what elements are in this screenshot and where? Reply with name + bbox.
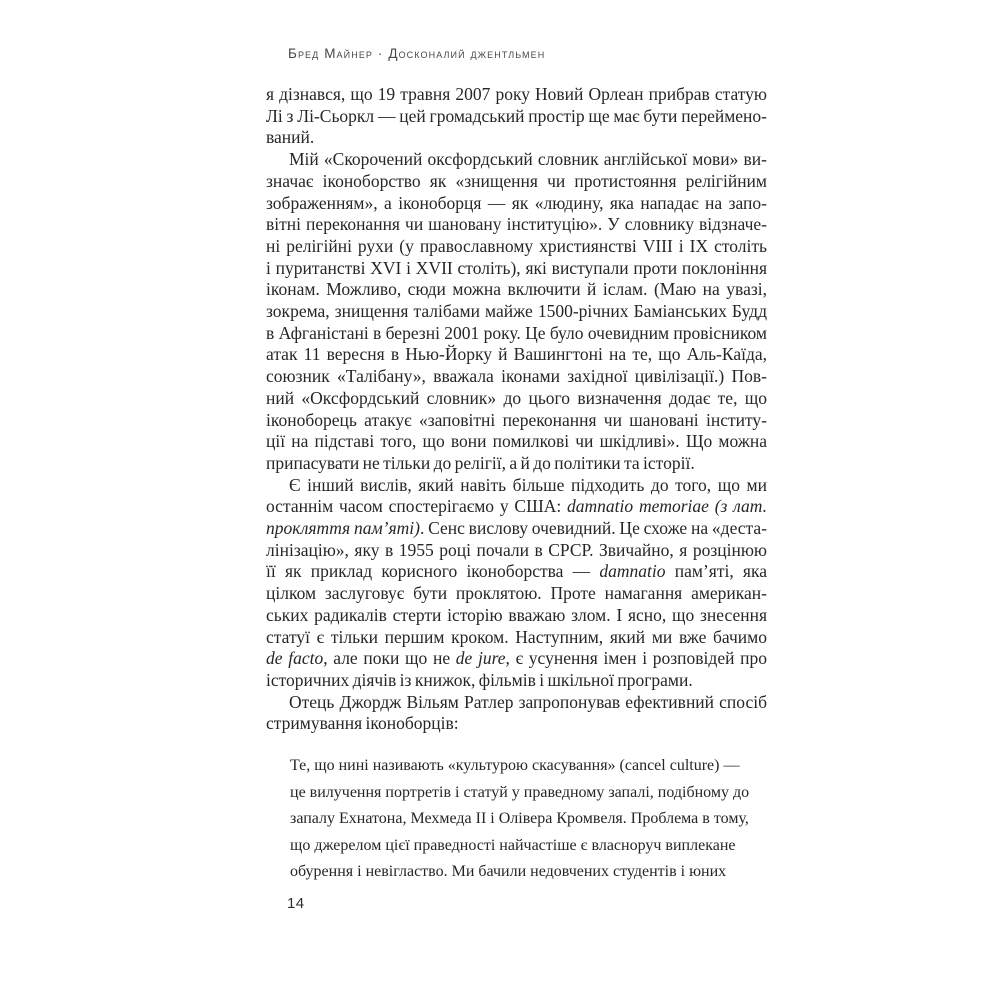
text-segment: ції на підставі того, що вони помилкові чи шкідливі». Що можна bbox=[266, 431, 767, 452]
text-segment: є усунення імен і розповідей про bbox=[509, 648, 767, 669]
text-line bbox=[266, 561, 767, 583]
text-segment: припасувати не тільки до релігії, а й до політики та історії. bbox=[266, 452, 695, 473]
text-line bbox=[266, 193, 767, 215]
text-line bbox=[266, 496, 767, 518]
text-segment: останнім часом спостерігаємо у США: bbox=[266, 496, 568, 517]
text-line bbox=[266, 410, 767, 432]
text-line bbox=[266, 583, 767, 605]
text-segment: цілком заслуговує бути проклятою. Проте намагання американ- bbox=[266, 583, 767, 604]
text-line bbox=[266, 431, 767, 453]
text-line bbox=[266, 258, 767, 280]
text-line bbox=[266, 171, 767, 193]
text-line bbox=[266, 648, 767, 670]
text-line bbox=[266, 713, 767, 735]
page-number: 14 bbox=[287, 895, 305, 912]
text-segment: історичних діячів із книжок, фільмів і шкільної програми. bbox=[266, 669, 693, 690]
page-body bbox=[266, 84, 767, 886]
text-line bbox=[266, 605, 767, 627]
running-header: Бред Майнер · Досконалий джентльмен bbox=[288, 46, 546, 61]
text-segment: Лі з Лі-Сьоркл — цей громадський простір ще має бути переймено- bbox=[266, 105, 767, 126]
text-segment: вітні переконання чи шановану інституцію». У словнику відзначе- bbox=[266, 214, 767, 235]
text-line bbox=[266, 518, 767, 540]
text-segment: Те, що нині називають «культурою скасування» (cancel culture) — bbox=[290, 757, 740, 775]
text-line bbox=[266, 475, 767, 497]
italic-text: de jure, bbox=[455, 648, 510, 669]
text-segment: обурення і невігластво. Ми бачили недовчених студентів і юних bbox=[290, 863, 727, 881]
text-segment: значає іконоборство як «знищення чи протистояння релігійним bbox=[266, 170, 767, 191]
italic-text: damnatio bbox=[599, 561, 666, 582]
text-segment: я дізнався, що 19 травня 2007 року Новий Орлеан прибрав статую bbox=[266, 84, 767, 104]
text-line bbox=[266, 540, 767, 562]
text-line bbox=[266, 692, 767, 714]
text-line bbox=[266, 670, 767, 692]
text-line bbox=[290, 753, 752, 780]
text-line bbox=[290, 806, 752, 833]
text-line bbox=[266, 453, 767, 475]
text-line bbox=[290, 859, 752, 886]
text-segment: . Сенс вислову очевидний. Це схоже на «деста- bbox=[419, 518, 767, 539]
text-segment: стримування іконоборців: bbox=[266, 713, 459, 734]
text-segment: в Афганістані в березні 2001 року. Це було очевидним провісником bbox=[266, 322, 767, 343]
paragraph bbox=[266, 475, 767, 692]
text-line bbox=[266, 388, 767, 410]
text-line bbox=[266, 323, 767, 345]
paragraph bbox=[266, 692, 767, 735]
text-segment: лінізацію», яку в 1955 році почали в СРСР. Звичайно, я розцінюю bbox=[266, 539, 767, 560]
text-line bbox=[266, 301, 767, 323]
text-segment: ні релігійні рухи (у православному християнстві VIII і IX століть bbox=[266, 235, 767, 256]
text-line bbox=[266, 279, 767, 301]
text-segment: що джерелом цієї праведності найчастіше є власноруч виплекане bbox=[290, 836, 736, 854]
text-segment: пам’яті, яка bbox=[665, 561, 767, 582]
text-segment: ваний. bbox=[266, 127, 315, 148]
text-line bbox=[266, 127, 767, 149]
text-segment: її як приклад корисного іконоборства — bbox=[266, 561, 600, 582]
text-segment: іконоборець атакує «заповітні переконання чи шановані інститу- bbox=[266, 409, 767, 430]
text-segment: ських радикалів стерти історію вважаю злом. І ясно, що знесення bbox=[266, 604, 767, 625]
text-segment: запалу Ехнатона, Мехмеда II і Олівера Кромвеля. Проблема в тому, bbox=[290, 810, 749, 828]
text-segment: , але поки що не bbox=[323, 648, 456, 669]
text-line bbox=[266, 236, 767, 258]
block-quote bbox=[290, 753, 752, 886]
text-segment: атак 11 вересня в Нью-Йорку й Вашингтоні на те, що Аль-Каїда, bbox=[266, 344, 767, 365]
italic-text: damnatio memoriae (з лат. bbox=[567, 496, 767, 517]
text-line bbox=[290, 780, 752, 807]
text-segment: Є інший вислів, який навіть більше підходить до того, що ми bbox=[289, 474, 767, 495]
text-segment: це вилучення портретів і статуй у праведному запалі, подібному до bbox=[290, 783, 750, 801]
text-line bbox=[266, 106, 767, 128]
text-segment: іконам. Можливо, сюди можна включити й іслам. (Маю на увазі, bbox=[266, 279, 767, 300]
text-segment: ний «Оксфордський словник» до цього визначення додає те, що bbox=[266, 387, 767, 408]
text-segment: і пуританстві XVI і XVII століть), які виступали проти поклоніння bbox=[266, 257, 767, 278]
italic-text: de facto bbox=[266, 648, 324, 669]
text-line bbox=[290, 833, 752, 860]
text-segment: зображенням», а іконоборця — як «людину, яка нападає на запо- bbox=[266, 192, 767, 213]
text-line bbox=[266, 84, 767, 106]
italic-text: прокляття пам’яті) bbox=[266, 518, 420, 539]
paragraph bbox=[266, 149, 767, 475]
paragraph bbox=[266, 84, 767, 149]
text-segment: статуї є тільки першим кроком. Наступним, який ми вже бачимо bbox=[266, 626, 767, 647]
text-segment: союзник «Талібану», вважала іконами західної цивілізації.) Пов- bbox=[266, 366, 767, 387]
text-segment: зокрема, знищення талібами майже 1500-річних Баміанських Будд bbox=[266, 301, 767, 322]
text-line bbox=[266, 344, 767, 366]
text-line bbox=[266, 366, 767, 388]
text-line bbox=[266, 214, 767, 236]
text-line bbox=[266, 627, 767, 649]
text-line bbox=[266, 149, 767, 171]
text-segment: Мій «Скорочений оксфордський словник англійської мови» ви- bbox=[289, 149, 767, 170]
text-segment: Отець Джордж Вільям Ратлер запропонував ефективний спосіб bbox=[289, 691, 767, 712]
